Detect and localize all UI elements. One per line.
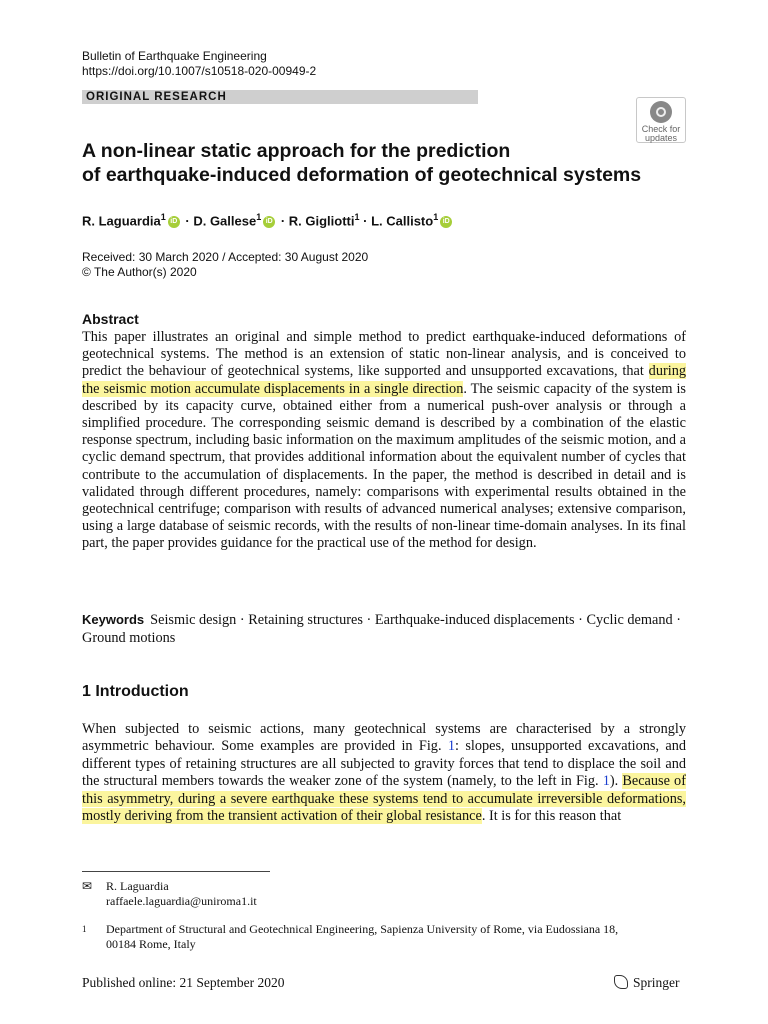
- received-accepted: Received: 30 March 2020 / Accepted: 30 August 2020: [82, 250, 369, 264]
- affiliation-number: 1: [82, 924, 87, 934]
- published-date: Published online: 21 September 2020: [82, 975, 285, 990]
- keywords-text: Seismic design · Retaining structures · Earthquake-induced displacements · Cyclic demand · Ground motions: [82, 612, 681, 646]
- intro-text: . It is for this reason that: [481, 808, 622, 825]
- abstract-heading: Abstract: [82, 311, 139, 327]
- author-name[interactable]: D. Gallese: [193, 213, 257, 229]
- author-name[interactable]: L. Callisto: [371, 213, 434, 229]
- intro-text: : slopes, unsupported excavations, and different types of retaining structures are all subjected to gravity forces that tend to displace the soil and the structural members towards the weaker zone of the system (namely, to the left in Fig.: [82, 738, 686, 790]
- corresponding-author: [82, 879, 257, 909]
- springer-horse-icon: [614, 975, 628, 989]
- figure-link[interactable]: 1: [602, 773, 610, 790]
- envelope-icon: ✉: [82, 879, 93, 893]
- abstract-text: This paper illustrates an original and simple method to predict earthquake-induced deformations of geotechnical systems. The method is an extension of static non-linear analysis, and is conceived to predict the behaviour of geotechnical systems, like supported and unsupported excavations, that: [82, 329, 686, 380]
- intro-text: ).: [609, 773, 623, 790]
- keywords: [82, 611, 686, 647]
- author-affil-sup: 1: [256, 212, 262, 222]
- author-separator: ·: [277, 213, 289, 229]
- title-line-2: of earthquake-induced deformation of geotechnical systems: [82, 164, 642, 186]
- figure-link[interactable]: 1: [447, 738, 456, 755]
- contact-name: R. Laguardia: [106, 879, 169, 893]
- section-heading-introduction: 1 Introduction: [82, 683, 189, 700]
- abstract-highlight: during the seismic motion accumulate displacements in a single direction: [82, 363, 686, 397]
- author-separator: ·: [181, 213, 194, 229]
- orcid-icon[interactable]: iD: [263, 216, 275, 228]
- abstract-body: [82, 329, 686, 553]
- contact-email[interactable]: raffaele.laguardia@uniroma1.it: [106, 894, 257, 908]
- article-dates: [82, 250, 368, 280]
- publisher-name: Springer: [633, 975, 680, 990]
- keywords-label: Keywords: [82, 612, 145, 627]
- title-line-1: A non-linear static approach for the prediction: [82, 140, 511, 162]
- check-updates-label: Check for updates: [641, 124, 681, 143]
- author-affil-sup: 1: [433, 212, 439, 222]
- author-name[interactable]: R. Gigliotti: [288, 213, 355, 229]
- author-affil-sup: 1: [354, 212, 360, 222]
- journal-name: Bulletin of Earthquake Engineering: [82, 49, 267, 63]
- author-separator: ·: [359, 213, 372, 229]
- affiliation-footnote: [82, 922, 642, 952]
- doi-link[interactable]: https://doi.org/10.1007/s10518-020-00949-2: [82, 64, 317, 78]
- orcid-icon[interactable]: iD: [168, 216, 180, 228]
- intro-text: When subjected to seismic actions, many geotechnical systems are characterised by a strongly asymmetric behaviour. Some examples are provided in Fig.: [82, 721, 686, 755]
- author-list: [82, 208, 454, 230]
- copyright: © The Author(s) 2020: [82, 265, 197, 279]
- affiliation-text: Department of Structural and Geotechnical Engineering, Sapienza University of Rome, via Eudossiana 18, 00184 Rome, Italy: [106, 922, 619, 951]
- intro-highlight: Because of this asymmetry, during a severe earthquake these systems tend to accumulate irreversible deformations, mostly deriving from the transient activation of their global resistance: [82, 773, 686, 825]
- publisher-logo: [614, 975, 680, 991]
- footnote-rule: [82, 871, 270, 872]
- abstract-text: . The seismic capacity of the system is described by its capacity curve, obtained either from a numerical push-over analysis or through a simplified procedure. The corresponding seismic demand is described by a combination of the elastic response spectrum, including basic information on the maximum amplitudes of the seismic motion, and a cyclic demand spectrum, that provides additional information about the equivalent number of cycles that contribute to the accumulation of displacements. In the paper, the method is described in detail and is validated through different procedures, namely: comparisons with experimental results obtained in the geotechnical centrifuge; comparison with results of advanced numerical analyses; extensive comparison, using a large database of seismic records, with the results of non-linear time-domain analyses. In its final part, the paper provides guidance for the practical use of the method for design.: [82, 380, 686, 552]
- journal-header: [82, 49, 316, 79]
- check-updates-icon: [650, 101, 672, 123]
- check-for-updates-badge[interactable]: [636, 97, 686, 143]
- orcid-icon[interactable]: iD: [440, 216, 452, 228]
- author-affil-sup: 1: [160, 212, 166, 222]
- author-name[interactable]: R. Laguardia: [82, 213, 161, 229]
- section-label: ORIGINAL RESEARCH: [82, 90, 478, 104]
- introduction-body: [82, 721, 686, 825]
- paper-title: [82, 139, 682, 187]
